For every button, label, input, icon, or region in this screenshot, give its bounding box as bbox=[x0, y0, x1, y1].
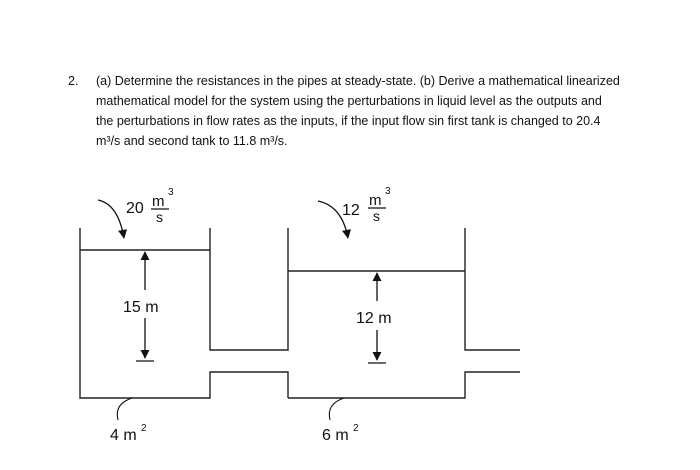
level-1-label: 15 m bbox=[123, 299, 159, 316]
question-line-1: (a) Determine the resistances in the pipes at steady-state. (b) Derive a mathematical linearized bbox=[96, 74, 620, 88]
question-line-3: the perturbations in flow rates as the inputs, if the input flow sin first tank is changed to 20.4 bbox=[96, 114, 601, 128]
inflow-1-label bbox=[126, 187, 174, 225]
area-1-label bbox=[110, 398, 147, 444]
tank-2-bottom-and-outlet-lower bbox=[288, 372, 520, 398]
area-2-value: 6 m bbox=[322, 427, 349, 444]
upper-connecting-pipe bbox=[210, 228, 288, 350]
inflow-2-unit-exp: 3 bbox=[385, 186, 391, 197]
tank-2-wall-and-outlet-upper bbox=[465, 228, 520, 350]
level-2-dimension bbox=[356, 273, 392, 363]
level-1-dimension bbox=[123, 252, 159, 361]
area-2-exp: 2 bbox=[353, 423, 359, 434]
inflow-1-unit-exp: 3 bbox=[168, 187, 174, 198]
tank-1 bbox=[80, 228, 288, 398]
question-line-4: m³/s and second tank to 11.8 m³/s. bbox=[96, 134, 288, 148]
inflow-2-label bbox=[342, 186, 391, 224]
inflow-1-unit-den: s bbox=[156, 209, 163, 225]
inflow-2-unit-den: s bbox=[373, 208, 380, 224]
area-2-label bbox=[322, 398, 359, 444]
area-1-leader bbox=[117, 398, 132, 420]
area-2-leader bbox=[329, 398, 344, 420]
question-number: 2. bbox=[68, 74, 79, 88]
inflow-2-value: 12 bbox=[342, 202, 360, 219]
tank-1-walls-and-lower-pipe bbox=[80, 228, 288, 398]
level-2-label: 12 m bbox=[356, 310, 392, 327]
inflow-2-unit-num: m bbox=[369, 192, 382, 209]
inflow-1-arrow bbox=[98, 200, 124, 238]
tank-2 bbox=[288, 228, 520, 398]
inflow-1-value: 20 bbox=[126, 200, 144, 217]
question-line-2: mathematical model for the system using the perturbations in liquid level as the outputs and bbox=[96, 94, 602, 108]
area-1-value: 4 m bbox=[110, 427, 137, 444]
area-1-exp: 2 bbox=[141, 423, 147, 434]
inflow-1-unit-num: m bbox=[152, 193, 165, 210]
